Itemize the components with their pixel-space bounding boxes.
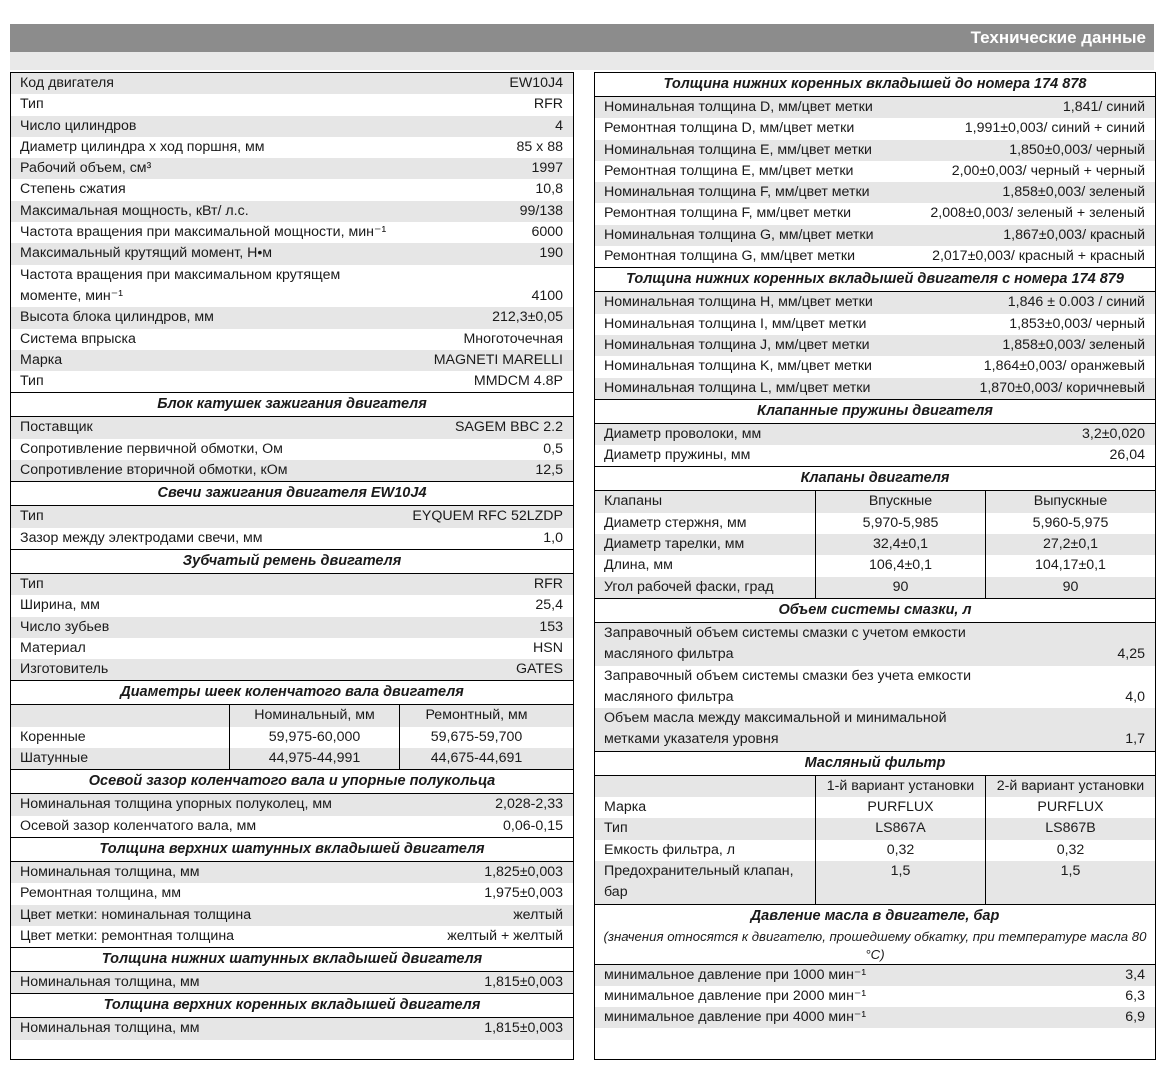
spec-label: Номинальная толщина I, мм/цвет метки	[604, 315, 867, 332]
section-note: (значения относятся к двигателю, прошедшему обкатку, при температуре масла 80 °С)	[595, 928, 1155, 965]
section-oil-volume	[595, 598, 1155, 751]
spec-value: 2,028-2,33	[495, 796, 563, 813]
spec-value: 6000	[531, 224, 563, 241]
spec-value: 85 х 88	[516, 138, 563, 155]
table-cell: PURFLUX	[985, 797, 1155, 818]
spec-label: Номинальная толщина H, мм/цвет метки	[604, 294, 873, 311]
section-crank-journals	[11, 680, 573, 769]
spec-label: Диаметр цилиндра х ход поршня, мм	[20, 138, 265, 155]
section-title: Масляный фильтр	[595, 751, 1155, 776]
spec-value: MMDCM 4.8P	[473, 373, 563, 390]
spec-label: Тип	[20, 373, 44, 390]
spec-row	[11, 528, 573, 549]
spec-value: 1,991±0,003/ синий + синий	[964, 120, 1145, 137]
spec-label: Цвет метки: номинальная толщина	[20, 906, 252, 923]
spec-value: 1,858±0,003/ зеленый	[1002, 184, 1145, 201]
spec-value: 1,975±0,003	[484, 885, 563, 902]
table-header-cell	[595, 776, 815, 797]
section-title: Клапаны двигателя	[595, 466, 1155, 491]
spec-row	[11, 659, 573, 680]
spec-value: RFR	[533, 575, 563, 592]
table-header-cell: Ремонтный, мм	[399, 705, 553, 726]
spec-value: 3,4	[1125, 966, 1145, 983]
spec-row	[11, 1018, 573, 1039]
spec-label: минимальное давление при 1000 мин⁻¹	[604, 966, 867, 983]
lower-main-after-rows	[595, 292, 1155, 398]
section-lower-main-after	[595, 267, 1155, 398]
spec-label: Номинальная толщина K, мм/цвет метки	[604, 358, 872, 375]
section-upper-main	[11, 993, 573, 1039]
spec-row	[595, 623, 1155, 666]
spec-value: 3,2±0,020	[1081, 425, 1145, 442]
spec-value: 1,846 ± 0.003 / синий	[1007, 294, 1145, 311]
valves-table	[595, 491, 1155, 597]
spec-value: 10,8	[535, 181, 563, 198]
spec-row	[11, 265, 573, 308]
spec-row	[11, 307, 573, 328]
table-row	[595, 797, 1155, 818]
timing-belt-rows	[11, 574, 573, 680]
spec-row	[11, 794, 573, 815]
spec-value: 1,815±0,003	[484, 1020, 563, 1037]
spec-row	[11, 905, 573, 926]
spec-row	[11, 417, 573, 438]
spec-row	[595, 203, 1155, 224]
spec-row	[595, 314, 1155, 335]
table-header-cell	[11, 705, 229, 726]
spec-label: Осевой зазор коленчатого вала, мм	[20, 817, 257, 834]
spec-label: Высота блока цилиндров, мм	[20, 309, 214, 326]
spec-value: 0,5	[543, 440, 563, 457]
spec-label: Степень сжатия	[20, 181, 126, 198]
spec-value: 4,0	[1125, 688, 1145, 705]
spec-label: Номинальная толщина L, мм/цвет метки	[604, 379, 871, 396]
spec-row	[595, 161, 1155, 182]
crank-journals-table	[11, 705, 573, 769]
spec-row	[11, 617, 573, 638]
spec-value: 6,9	[1125, 1009, 1145, 1026]
table-header-row	[11, 705, 573, 726]
spec-row	[11, 179, 573, 200]
spec-label: Сопротивление вторичной обмотки, кОм	[20, 462, 288, 479]
spec-label: Частота вращения при максимальном крутящем моменте, мин⁻¹	[20, 266, 341, 304]
spec-row	[595, 97, 1155, 118]
spec-value: 1,853±0,003/ черный	[1009, 315, 1145, 332]
section-title: Блок катушек зажигания двигателя	[11, 392, 573, 417]
spec-row	[11, 574, 573, 595]
spec-row	[595, 965, 1155, 986]
spec-label: Ремонтная толщина E, мм/цвет метки	[604, 162, 854, 179]
table-cell: LS867B	[985, 818, 1155, 839]
section-title: Осевой зазор коленчатого вала и упорные полукольца	[11, 769, 573, 794]
spec-label: Номинальная толщина D, мм/цвет метки	[604, 99, 873, 115]
spec-value: GATES	[515, 661, 563, 678]
spec-label: Номинальная толщина F, мм/цвет метки	[604, 184, 870, 201]
section-oil-pressure	[595, 904, 1155, 1029]
table-cell: 59,675-59,700	[399, 727, 553, 748]
spec-label: Система впрыска	[20, 330, 136, 347]
section-valves	[595, 466, 1155, 597]
spec-label: Число цилиндров	[20, 117, 137, 134]
table-cell: 90	[985, 577, 1155, 598]
section-title: Толщина нижних коренных вкладышей двигателя с номера 174 879	[595, 267, 1155, 292]
page-title: Технические данные	[970, 28, 1146, 47]
spec-label: Изготовитель	[20, 661, 109, 678]
spec-label: Номинальная толщина, мм	[20, 974, 200, 991]
section-title: Давление масла в двигателе, бар	[595, 904, 1155, 928]
valve-spring-rows	[595, 424, 1155, 467]
spec-value: 2,008±0,003/ зеленый + зеленый	[930, 205, 1145, 222]
spec-value: 1,870±0,003/ коричневый	[979, 379, 1145, 396]
table-cell: Тип	[604, 820, 628, 837]
table-header-row	[595, 491, 1155, 512]
spec-value: 4,25	[1117, 646, 1145, 663]
spec-row	[11, 329, 573, 350]
table-cell: 1,5	[985, 861, 1155, 904]
spec-label: Ширина, мм	[20, 597, 100, 614]
section-lower-conrod	[11, 947, 573, 993]
spec-label: Ремонтная толщина, мм	[20, 885, 181, 902]
spec-value: 26,04	[1109, 447, 1145, 464]
spec-row	[595, 666, 1155, 709]
spec-row	[11, 158, 573, 179]
spec-row	[11, 862, 573, 883]
section-title: Толщина верхних коренных вкладышей двигателя	[11, 993, 573, 1018]
table-row	[595, 555, 1155, 576]
spec-label: минимальное давление при 4000 мин⁻¹	[604, 1009, 867, 1026]
table-cell: 0,32	[815, 840, 985, 861]
spec-value: SAGEM BBC 2.2	[454, 419, 563, 436]
spec-value: 1,0	[543, 529, 563, 546]
spec-value: 1,858±0,003/ зеленый	[1002, 336, 1145, 353]
table-cell: Угол рабочей фаски, град	[604, 578, 774, 595]
spec-label: Рабочий объем, см³	[20, 160, 152, 177]
table-cell: 59,975-60,000	[229, 727, 399, 748]
spec-row	[11, 137, 573, 158]
spec-label: Тип	[20, 96, 44, 113]
spec-label: Максимальный крутящий момент, Н•м	[20, 245, 273, 262]
upper-conrod-rows	[11, 862, 573, 947]
spec-value: 2,00±0,003/ черный + черный	[951, 162, 1145, 179]
spec-label: Номинальная толщина упорных полуколец, мм	[20, 796, 332, 813]
spec-row	[595, 378, 1155, 399]
table-cell: 104,17±0,1	[985, 555, 1155, 576]
spec-value: желтый + желтый	[447, 927, 563, 944]
section-title: Объем системы смазки, л	[595, 598, 1155, 623]
table-row	[595, 840, 1155, 861]
table-cell: LS867A	[815, 818, 985, 839]
spec-value: Многоточечная	[463, 330, 563, 347]
spec-value: 25,4	[535, 597, 563, 614]
spec-value: 6,3	[1125, 987, 1145, 1004]
spec-row	[11, 972, 573, 993]
table-header-cell: Впускные	[815, 491, 985, 512]
spec-value: 153	[539, 618, 563, 635]
table-header-cell: 1-й вариант установки	[815, 776, 985, 797]
spec-row	[595, 292, 1155, 313]
spec-value: 0,06-0,15	[503, 817, 563, 834]
spec-row	[11, 116, 573, 137]
spec-label: минимальное давление при 2000 мин⁻¹	[604, 987, 867, 1004]
spec-label: Материал	[20, 639, 86, 656]
spec-value: 1997	[531, 160, 563, 177]
spec-value: 1,864±0,003/ оранжевый	[983, 358, 1145, 375]
table-cell: PURFLUX	[815, 797, 985, 818]
table-header-cell: 2-й вариант установки	[985, 776, 1155, 797]
spec-row	[11, 506, 573, 527]
spec-label: Ремонтная толщина D, мм/цвет метки	[604, 120, 855, 137]
table-cell: Длина, мм	[604, 557, 673, 574]
oil-filter-table	[595, 776, 1155, 904]
section-ignition-coil	[11, 392, 573, 481]
spec-label: Номинальная толщина J, мм/цвет метки	[604, 336, 870, 353]
table-cell: 32,4±0,1	[815, 534, 985, 555]
spec-value: 1,850±0,003/ черный	[1009, 141, 1145, 158]
page-header-bar	[10, 24, 1154, 52]
section-title: Свечи зажигания двигателя EW10J4	[11, 481, 573, 506]
table-cell: 27,2±0,1	[985, 534, 1155, 555]
table-row	[11, 748, 573, 769]
table-cell: 44,975-44,991	[229, 748, 399, 769]
table-cell: 1,5	[815, 861, 985, 904]
section-title: Зубчатый ремень двигателя	[11, 549, 573, 574]
spec-value: 12,5	[535, 462, 563, 479]
spec-label: Сопротивление первичной обмотки, Ом	[20, 440, 283, 457]
spec-value: 190	[539, 245, 563, 262]
section-title: Толщина нижних коренных вкладышей до номера 174 878	[595, 73, 1155, 97]
spec-value: 212,3±0,05	[492, 309, 563, 326]
section-title: Клапанные пружины двигателя	[595, 399, 1155, 424]
lower-main-before-rows	[595, 97, 1155, 267]
spec-value: 1,7	[1125, 731, 1145, 748]
spec-label: Объем масла между максимальной и минимальной метками указателя уровня	[604, 710, 947, 748]
spec-label: Максимальная мощность, кВт/ л.с.	[20, 202, 249, 219]
table-row	[11, 727, 573, 748]
spec-row	[595, 424, 1155, 445]
table-row	[595, 818, 1155, 839]
spec-label: Номинальная толщина E, мм/цвет метки	[604, 141, 872, 158]
table-cell: Емкость фильтра, л	[604, 841, 735, 858]
table-cell: 106,4±0,1	[815, 555, 985, 576]
lower-conrod-rows	[11, 972, 573, 993]
left-column	[10, 72, 574, 1060]
table-row	[595, 513, 1155, 534]
spec-label: Тип	[20, 508, 44, 525]
spec-row	[11, 222, 573, 243]
spec-value: 1,825±0,003	[484, 863, 563, 880]
table-cell: 44,675-44,691	[399, 748, 553, 769]
spec-row	[595, 445, 1155, 466]
spec-label: Число зубьев	[20, 618, 110, 635]
table-cell: Диаметр тарелки, мм	[604, 536, 745, 553]
spec-value: 4100	[531, 287, 563, 304]
spec-value: EW10J4	[509, 75, 563, 91]
spec-label: Код двигателя	[20, 75, 114, 91]
table-cell: 0,32	[985, 840, 1155, 861]
table-row	[595, 861, 1155, 904]
spec-row	[11, 460, 573, 481]
spec-label: Поставщик	[20, 419, 93, 436]
spec-row	[11, 816, 573, 837]
table-cell: Предохранительный клапан, бар	[604, 862, 794, 901]
spec-row	[595, 225, 1155, 246]
spec-value: 2,017±0,003/ красный + красный	[932, 248, 1145, 265]
spark-plug-rows	[11, 506, 573, 549]
table-row	[595, 577, 1155, 598]
spec-row	[595, 246, 1155, 267]
spec-row	[595, 1007, 1155, 1028]
spec-label: Частота вращения при максимальной мощности, мин⁻¹	[20, 224, 387, 241]
section-upper-conrod	[11, 837, 573, 947]
spec-label: Заправочный объем системы смазки с учетом емкости масляного фильтра	[604, 624, 966, 663]
section-valve-springs	[595, 399, 1155, 467]
spec-label: Цвет метки: ремонтная толщина	[20, 927, 235, 944]
spec-label: Диаметр проволоки, мм	[604, 425, 762, 442]
table-row	[595, 534, 1155, 555]
spec-row	[11, 94, 573, 115]
spec-label: Марка	[20, 351, 63, 368]
spec-value: EYQUEM RFC 52LZDP	[412, 508, 563, 525]
oil-pressure-rows	[595, 965, 1155, 1029]
spec-row	[11, 73, 573, 94]
spec-value: 4	[555, 117, 563, 134]
spec-value: желтый	[513, 906, 563, 923]
section-title: Толщина верхних шатунных вкладышей двигателя	[11, 837, 573, 862]
section-spark-plugs	[11, 481, 573, 549]
spec-label: Тип	[20, 575, 44, 592]
table-cell: Марка	[604, 799, 647, 816]
section-axial-play	[11, 769, 573, 837]
spec-row	[595, 182, 1155, 203]
spec-label: Ремонтная толщина G, мм/цвет метки	[604, 248, 856, 265]
section-title: Диаметры шеек коленчатого вала двигателя	[11, 680, 573, 705]
header-underline-bar	[10, 52, 1154, 70]
axial-play-rows	[11, 794, 573, 837]
table-cell: 5,960-5,975	[985, 513, 1155, 534]
spec-value: 99/138	[519, 202, 563, 219]
section-title: Толщина нижних шатунных вкладышей двигателя	[11, 947, 573, 972]
spec-value: RFR	[533, 96, 563, 113]
table-header-cell: Клапаны	[604, 493, 663, 510]
spec-value: 1,815±0,003	[484, 974, 563, 991]
section-lower-main-before	[595, 73, 1155, 267]
spec-value: 1,841/ синий	[1062, 99, 1145, 115]
spec-value: HSN	[533, 639, 563, 656]
table-cell: 90	[815, 577, 985, 598]
spec-row	[595, 335, 1155, 356]
spec-row	[11, 371, 573, 392]
spec-label: Зазор между электродами свечи, мм	[20, 529, 263, 546]
table-cell: Шатунные	[20, 750, 89, 767]
spec-value: 1,867±0,003/ красный	[1003, 226, 1145, 243]
spec-row	[595, 356, 1155, 377]
section-oil-filter	[595, 751, 1155, 904]
table-cell: 5,970-5,985	[815, 513, 985, 534]
spec-label: Номинальная толщина, мм	[20, 863, 200, 880]
spec-label: Заправочный объем системы смазки без учета емкости масляного фильтра	[604, 667, 972, 705]
spec-row	[595, 986, 1155, 1007]
spec-row	[11, 201, 573, 222]
table-header-cell: Выпускные	[985, 491, 1155, 512]
section-timing-belt	[11, 549, 573, 680]
ignition-coil-rows	[11, 417, 573, 481]
right-column	[594, 72, 1156, 1060]
spec-row	[11, 595, 573, 616]
spec-label: Номинальная толщина, мм	[20, 1020, 200, 1037]
spec-row	[595, 708, 1155, 751]
spec-row	[11, 243, 573, 264]
spec-row	[595, 118, 1155, 139]
table-cell: Коренные	[20, 728, 86, 745]
spec-label: Ремонтная толщина F, мм/цвет метки	[604, 205, 852, 222]
spec-row	[11, 350, 573, 371]
spec-value: MAGNETI MARELLI	[433, 351, 563, 368]
upper-main-rows	[11, 1018, 573, 1039]
spec-label: Номинальная толщина G, мм/цвет метки	[604, 226, 874, 243]
table-cell: Диаметр стержня, мм	[604, 514, 747, 531]
spec-row	[11, 926, 573, 947]
spec-row	[11, 638, 573, 659]
spec-row	[11, 439, 573, 460]
general-rows	[11, 73, 573, 392]
section-general	[11, 73, 573, 392]
table-header-row	[595, 776, 1155, 797]
table-header-cell: Номинальный, мм	[229, 705, 399, 726]
oil-volume-rows	[595, 623, 1155, 751]
spec-row	[11, 883, 573, 904]
spec-row	[595, 140, 1155, 161]
spec-label: Диаметр пружины, мм	[604, 447, 751, 464]
